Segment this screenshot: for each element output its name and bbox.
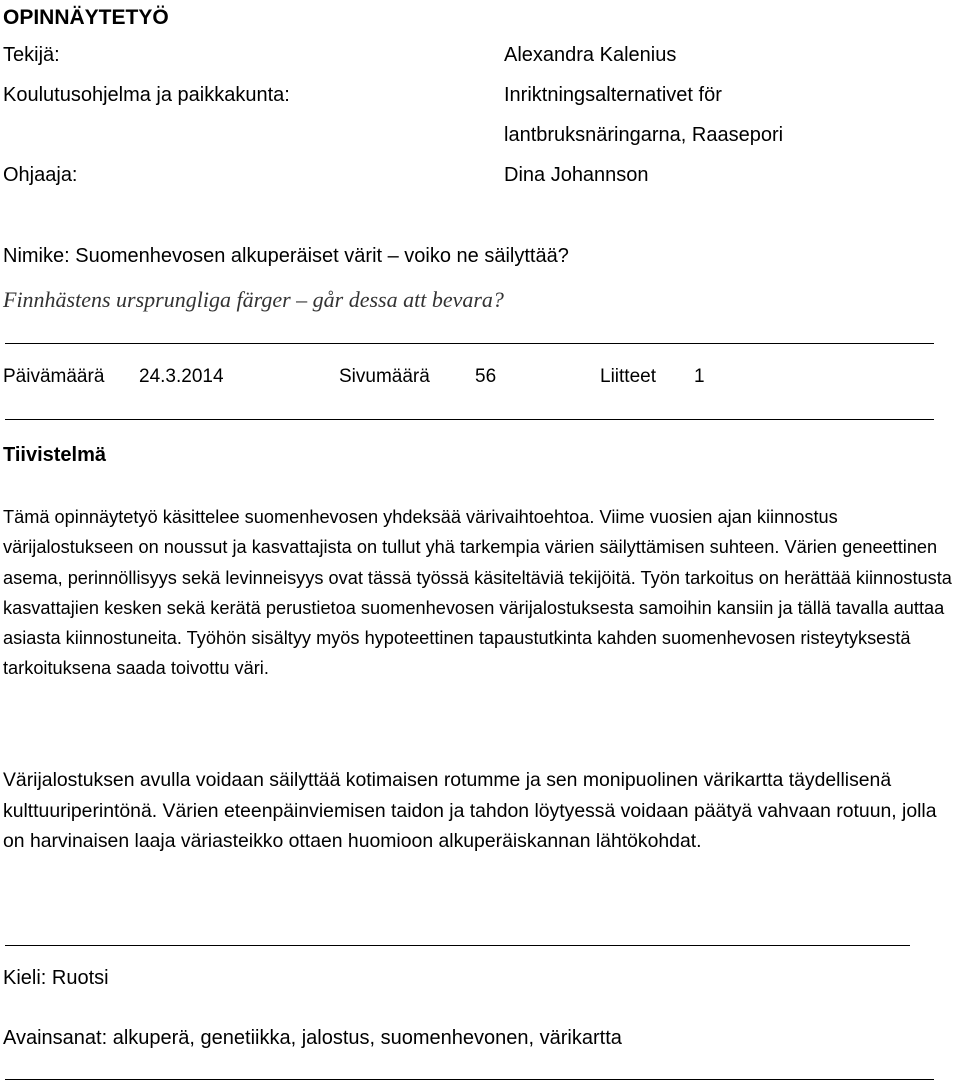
attachments-value: 1	[694, 366, 705, 387]
program-value: Inriktningsalternativet för	[504, 84, 722, 106]
supervisor-label: Ohjaaja:	[3, 164, 78, 186]
language-line: Kieli: Ruotsi	[3, 967, 109, 989]
document-heading: OPINNÄYTETYÖ	[3, 6, 169, 29]
abstract-paragraph-1: Tämä opinnäytetyö käsittelee suomenhevosen yhdeksää värivaihtoehtoa. Viime vuosien ajan kiinnostus värijalostukseen on noussut ja kasvattajista on tullut yhä tarkempia värien säilyttämisen suhteen. Värien geneettinen asema, perinnöllisyys sekä levinneisyys ovat tässä työssä käsiteltäviä tekijöitä. Työn tarkoitus on herättää kiinnostusta kasvattajien kesken sekä kerätä perustietoa suomenhevosen värijalostuksesta samoihin kansiin ja tällä tavalla auttaa asiasta kiinnostuneita. Työhön sisältyy myös hypoteettinen tapaustutkinta kahden suomenhevosen risteytyksestä tarkoituksena saada toivottu väri.	[3, 507, 952, 679]
date-value: 24.3.2014	[139, 366, 224, 387]
abstract-paragraph-2: Värijalostuksen avulla voidaan säilyttää kotimaisen rotumme ja sen monipuolinen värikartta täydellisenä kulttuuriperintönä. Värien eteenpäinviemisen taidon ja tahdon löytyessä voidaan päätyä vahvaan rotuun, jolla on harvinaisen laaja väriasteikko ottaen huomioon alkuperäiskannan lähtökohdat.	[3, 769, 937, 852]
pages-label: Sivumäärä	[339, 366, 430, 387]
title-swedish: Finnhästens ursprungliga färger – går dessa att bevara?	[3, 287, 504, 312]
divider	[5, 1079, 934, 1080]
supervisor-value: Dina Johannson	[504, 164, 649, 186]
pages-value: 56	[475, 366, 497, 387]
divider	[5, 945, 910, 946]
program-label: Koulutusohjelma ja paikkakunta:	[3, 84, 290, 106]
date-label: Päivämäärä	[3, 366, 105, 387]
author-value: Alexandra Kalenius	[504, 44, 677, 66]
attachments-label: Liitteet	[600, 366, 656, 387]
divider	[5, 343, 934, 344]
author-label: Tekijä:	[3, 44, 60, 66]
abstract-heading: Tiivistelmä	[3, 444, 107, 466]
title-finnish: Nimike: Suomenhevosen alkuperäiset värit – voiko ne säilyttää?	[3, 245, 569, 267]
program-value-line2: lantbruksnäringarna, Raasepori	[504, 124, 784, 146]
keywords-line: Avainsanat: alkuperä, genetiikka, jalostus, suomenhevonen, värikartta	[3, 1027, 622, 1049]
divider	[5, 419, 934, 420]
